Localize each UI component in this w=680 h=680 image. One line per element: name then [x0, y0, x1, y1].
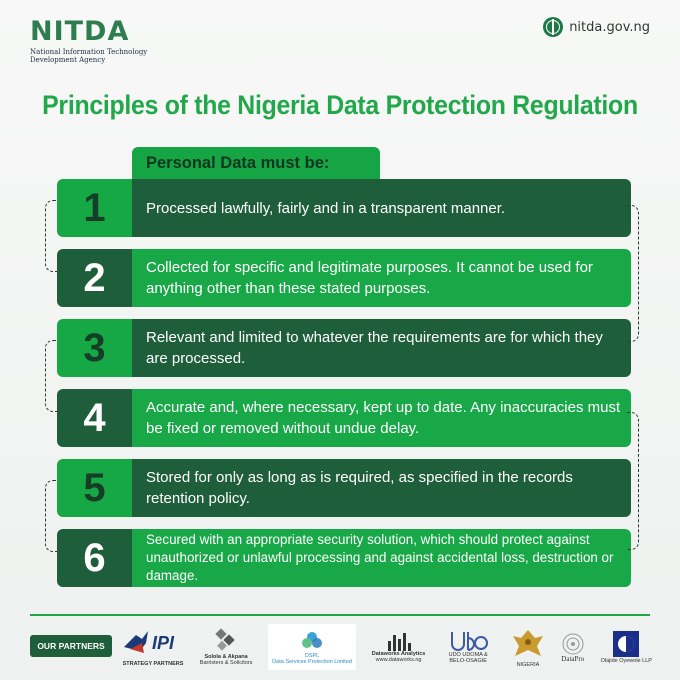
target-icon — [561, 632, 585, 656]
dspl-flower-icon — [299, 629, 325, 653]
principle-number: 3 — [57, 319, 132, 377]
partner-caption: www.dataworks.ng — [375, 657, 422, 663]
principle-row-4 — [57, 389, 631, 447]
connector-left-1-2 — [45, 200, 57, 272]
principle-text: Collected for specific and legitimate purposes. It cannot be used for anything other than these stated purposes. — [132, 249, 631, 307]
principle-row-6 — [57, 529, 631, 587]
principle-text: Processed lawfully, fairly and in a transparent manner. — [132, 179, 631, 237]
partner-logos — [122, 624, 652, 670]
subtitle-tab: Personal Data must be: — [132, 147, 380, 179]
principle-number: 4 — [57, 389, 132, 447]
partner-logo-dataworks[interactable] — [372, 624, 426, 670]
svg-text:IPI: IPI — [152, 633, 175, 653]
connector-right-1-3 — [627, 205, 639, 342]
partner-name: NIGERIA — [516, 662, 540, 668]
website-text: nitda.gov.ng — [569, 19, 650, 35]
logo-subtitle: National Information Technology Development Agency — [30, 48, 148, 64]
principle-text: Secured with an appropriate security solution, which should protect against unauthorized or unlawful processing and against accidental loss, destruction or damage. — [132, 529, 631, 587]
principle-text: Stored for only as long as is required, as specified in the records retention policy. — [132, 459, 631, 517]
olajide-mark-icon — [612, 630, 640, 658]
partner-logo-udo-udoma[interactable] — [441, 624, 495, 670]
partner-name: Olajide Oyewole LLP — [600, 658, 652, 664]
page-title: Principles of the Nigeria Data Protection Regulation — [42, 90, 638, 120]
eagle-icon — [122, 627, 184, 661]
principle-number: 5 — [57, 459, 132, 517]
nitda-logo[interactable] — [30, 18, 150, 64]
partner-caption: Barristers & Solicitors — [199, 660, 253, 666]
logo-wordmark: NITDA — [30, 16, 130, 47]
partner-logo-olajide[interactable] — [601, 624, 652, 670]
bars-icon — [386, 631, 412, 651]
udo-udoma-mark-icon — [448, 630, 488, 652]
principle-number: 1 — [57, 179, 132, 237]
principle-number: 6 — [57, 529, 132, 587]
website-link[interactable] — [543, 17, 650, 37]
globe-icon — [543, 17, 563, 37]
principle-row-2 — [57, 249, 631, 307]
partners-label: OUR PARTNERS — [30, 635, 112, 657]
partner-caption: Data Services Protection Limited — [272, 659, 352, 665]
connector-left-3-4 — [45, 340, 57, 412]
partner-name: Solola & Akpana — [204, 654, 248, 660]
partner-name: Dataworks Analytics — [371, 651, 426, 657]
principle-row-5 — [57, 459, 631, 517]
principle-text: Accurate and, where necessary, kept up to date. Any inaccuracies must be fixed or removed without undue delay. — [132, 389, 631, 447]
connector-right-4-6 — [627, 412, 639, 550]
partner-logo-nigeria[interactable] — [511, 624, 545, 670]
principle-number: 2 — [57, 249, 132, 307]
footer-divider — [30, 614, 650, 616]
partner-name: DataPro — [561, 655, 585, 663]
eagle-crest-icon — [511, 626, 545, 662]
partner-logo-dspl[interactable] — [268, 624, 356, 670]
partner-logo-datapro[interactable] — [561, 624, 585, 670]
partner-caption: STRATEGY PARTNERS — [122, 661, 184, 667]
partner-name: DSPL — [304, 653, 320, 659]
diamond-mark-icon — [211, 628, 241, 654]
connector-left-5-6 — [45, 480, 57, 552]
partner-name: UDO UDOMA & BELO-OSAGIE — [448, 652, 488, 664]
principle-row-3 — [57, 319, 631, 377]
partner-logo-solola[interactable] — [200, 624, 253, 670]
principle-row-1 — [57, 179, 631, 237]
partner-logo-ipi[interactable] — [122, 624, 184, 670]
principle-text: Relevant and limited to whatever the requirements are for which they are processed. — [132, 319, 631, 377]
